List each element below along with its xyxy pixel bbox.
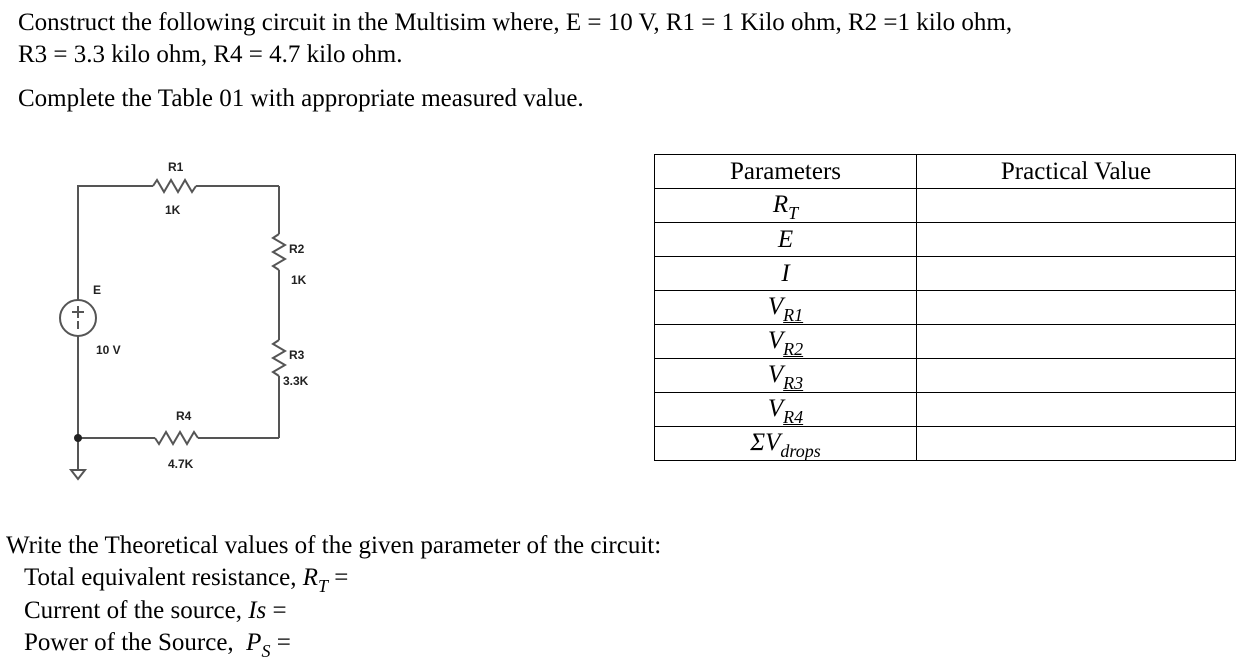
rt-symbol: R bbox=[302, 564, 318, 591]
value-cell[interactable] bbox=[917, 189, 1236, 223]
is-symbol: Is bbox=[248, 597, 267, 624]
r3-value: 3.3K bbox=[283, 374, 309, 388]
table-row bbox=[655, 427, 1236, 461]
intro-line-3: Complete the Table 01 with appropriate measured value. bbox=[18, 85, 584, 112]
ps-symbol: P bbox=[246, 629, 262, 656]
measurement-table bbox=[654, 154, 1236, 461]
r2-name: R2 bbox=[289, 242, 305, 256]
param-symbol: V bbox=[767, 293, 784, 320]
rt-subscript: T bbox=[317, 576, 328, 596]
circuit-diagram bbox=[48, 152, 348, 492]
r4-resistor-icon bbox=[155, 432, 198, 444]
junction-dot-icon bbox=[74, 434, 82, 442]
table-row bbox=[655, 257, 1236, 291]
param-subscript: T bbox=[788, 203, 799, 223]
theory-ps-line bbox=[6, 627, 661, 660]
ps-equals: = bbox=[270, 629, 291, 656]
param-subscript: R1 bbox=[783, 305, 804, 325]
param-symbol: ΣV bbox=[750, 429, 781, 456]
header-parameters: Parameters bbox=[655, 155, 917, 189]
ground-icon bbox=[71, 470, 85, 479]
is-equals: = bbox=[266, 597, 287, 624]
is-label: Current of the source, bbox=[24, 597, 249, 624]
wire-top bbox=[78, 186, 153, 187]
value-cell[interactable] bbox=[917, 257, 1236, 291]
r1-resistor-icon bbox=[153, 180, 196, 192]
value-cell[interactable] bbox=[917, 291, 1236, 325]
theory-is-line bbox=[6, 595, 661, 627]
table-row bbox=[655, 325, 1236, 359]
param-subscript: R2 bbox=[783, 339, 804, 359]
ps-subscript: S bbox=[261, 641, 271, 661]
r1-value: 1K bbox=[165, 203, 181, 217]
header-practical-value: Practical Value bbox=[917, 155, 1236, 189]
param-cell bbox=[655, 291, 917, 325]
param-cell bbox=[655, 359, 917, 393]
source-value: 10 V bbox=[96, 343, 121, 357]
param-cell bbox=[655, 223, 917, 257]
rt-label: Total equivalent resistance, bbox=[24, 564, 303, 591]
table-row bbox=[655, 393, 1236, 427]
r2-resistor-icon bbox=[273, 234, 285, 270]
theory-rt-line bbox=[6, 562, 661, 595]
value-cell[interactable] bbox=[917, 223, 1236, 257]
param-cell bbox=[655, 393, 917, 427]
param-symbol: V bbox=[767, 395, 784, 422]
r3-name: R3 bbox=[289, 348, 305, 362]
r4-value: 4.7K bbox=[168, 457, 194, 471]
ps-label: Power of the Source, bbox=[24, 629, 247, 656]
param-subscript: drops bbox=[780, 441, 821, 461]
r3-resistor-icon bbox=[273, 340, 285, 376]
intro-line-1: Construct the following circuit in the Multisim where, E = 10 V, R1 = 1 Kilo ohm, R2 =1 kilo ohm, bbox=[18, 9, 1013, 36]
param-symbol: V bbox=[767, 327, 784, 354]
table-row bbox=[655, 189, 1236, 223]
param-cell bbox=[655, 325, 917, 359]
param-symbol: V bbox=[767, 361, 784, 388]
theory-heading: Write the Theoretical values of the given parameter of the circuit: bbox=[6, 532, 662, 559]
param-subscript: R4 bbox=[783, 407, 804, 427]
param-subscript: R3 bbox=[783, 373, 804, 393]
table-row bbox=[655, 223, 1236, 257]
table-row bbox=[655, 291, 1236, 325]
intro-line-2: R3 = 3.3 kilo ohm, R4 = 4.7 kilo ohm. bbox=[18, 41, 403, 68]
theory-section bbox=[6, 530, 661, 660]
r2-value: 1K bbox=[291, 273, 307, 287]
table-header-row bbox=[655, 155, 1236, 189]
param-cell bbox=[655, 189, 917, 223]
value-cell[interactable] bbox=[917, 393, 1236, 427]
value-cell[interactable] bbox=[917, 427, 1236, 461]
source-name: E bbox=[93, 283, 102, 297]
param-symbol: E bbox=[777, 225, 794, 253]
rt-equals: = bbox=[328, 564, 349, 591]
r1-name: R1 bbox=[168, 160, 184, 174]
value-cell[interactable] bbox=[917, 359, 1236, 393]
param-symbol: R bbox=[772, 191, 789, 218]
value-cell[interactable] bbox=[917, 325, 1236, 359]
param-symbol: I bbox=[781, 259, 790, 287]
table-row bbox=[655, 359, 1236, 393]
param-cell bbox=[655, 427, 917, 461]
param-cell bbox=[655, 257, 917, 291]
r4-name: R4 bbox=[176, 409, 192, 423]
